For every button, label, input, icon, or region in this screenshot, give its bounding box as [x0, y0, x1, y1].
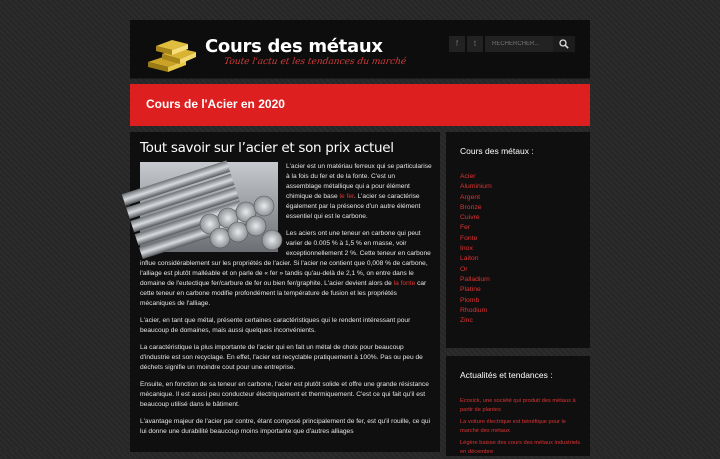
news-list [460, 397, 582, 459]
metal-link[interactable]: Platine [460, 286, 481, 294]
search-button[interactable] [553, 36, 575, 52]
site-title[interactable]: Cours des métaux [205, 36, 383, 57]
news-link[interactable]: Légère baisse des cours des métaux industriels en décembre [460, 439, 581, 456]
metal-link[interactable]: Zinc [460, 317, 473, 325]
article-text: L'acier est un matériau ferreux qui se particularise à la fois du fer et de la fonte. C'est un assemblage métallique qui a pour élément chimique de base [286, 163, 432, 200]
gold-bars-logo-icon[interactable] [146, 34, 202, 74]
metal-link[interactable]: Bronze [460, 203, 482, 211]
metal-link[interactable]: Cuivre [460, 214, 480, 222]
metal-link[interactable]: Argent [460, 193, 481, 201]
sidebar-metals-title: Cours des métaux : [460, 146, 534, 156]
article-text: car cette teneur en carbone modifie profondément la température de fusion et les propriétés mécaniques de l'alliage. [140, 280, 427, 307]
main-article [130, 132, 440, 452]
metals-list [460, 172, 492, 326]
article-body [140, 162, 432, 444]
article-paragraph: Ensuite, en fonction de sa teneur en carbone, l'acier est plutôt solide et offre une grande résistance mécanique. Il est aussi peu conducteur électriquement et thermiquement. C'est ce qui fait qu'il est beaucoup utilisé dans le bâtiment. [140, 381, 429, 408]
search-icon [559, 39, 569, 49]
site-tagline: Toute l'actu et les tendances du marché [223, 57, 407, 67]
sidebar-news-title: Actualités et tendances : [460, 370, 553, 380]
article-text: Les aciers ont une teneur en carbone qui peut varier de 0.005 % à 1,5 % en masse, voir exceptionnellement 2 %. Cette teneur en carbone influe considérablement sur les propriétés de l'acier. Si l'acier ne contient que 0,008 % de carbone, l'alliage est plutôt malléable et on parle de « fer » tandis qu'au-delà de 2,1 %, on entre dans le domaine de l'eutectique fer/carbure de fer ou bien fer/graphite. L'acier devient alors de [140, 230, 431, 287]
steel-bars-image [140, 162, 278, 252]
metal-link[interactable]: Palladium [460, 275, 490, 283]
page-banner [130, 84, 590, 126]
link-fer[interactable]: le fer [339, 193, 354, 200]
metal-link[interactable]: Acier [460, 173, 476, 180]
article-paragraph: La caractéristique la plus importante de l'acier qui en fait un métal de choix pour beaucoup d'industrie est son recyclage. En effet, l'acier est recyclable pratiquement à 100%. Pas ou peu de déchets signifie un moindre cout pour une entreprise. [140, 344, 423, 371]
article-heading: Tout savoir sur l’acier et son prix actuel [140, 140, 394, 156]
news-link[interactable]: Ecoxick, une société qui produit des métaux à partir de plantes [460, 398, 576, 414]
metal-link[interactable]: Aluminium [460, 183, 492, 191]
link-fonte[interactable]: la fonte [393, 280, 416, 287]
metal-link[interactable]: Fer [460, 224, 471, 232]
news-link[interactable]: La voiture électrique est bénéfique pour le marché des métaux [460, 418, 566, 435]
metal-link[interactable]: Or [460, 265, 468, 273]
twitter-icon[interactable]: t [467, 36, 483, 52]
sidebar-metals [446, 132, 590, 348]
metal-link[interactable]: Rhodium [460, 306, 488, 314]
article-text: . L'acier se caractérise également par la présence d'un autre élément essentiel qui est le carbone. [286, 193, 421, 220]
facebook-icon[interactable]: f [449, 36, 465, 52]
article-paragraph: L'acier, en tant que métal, présente certaines caractéristiques qui le rendent intéressant pour beaucoup de domaines, mais aussi quelques inconvénients. [140, 317, 411, 334]
metal-link[interactable]: Plomb [460, 296, 480, 304]
metal-link[interactable]: Inox [460, 245, 473, 253]
site-header [130, 20, 590, 79]
sidebar-news [446, 356, 590, 456]
page-title: Cours de l'Acier en 2020 [146, 97, 285, 111]
metal-link[interactable]: Laiton [460, 255, 479, 263]
article-paragraph: L'avantage majeur de l'acier par contre, étant composé principalement de fer, est qu'il rouille, ce qui lui donne une durabilité beaucoup moins importante que d'autres alliages [140, 418, 431, 435]
metal-link[interactable]: Fonte [460, 234, 478, 242]
